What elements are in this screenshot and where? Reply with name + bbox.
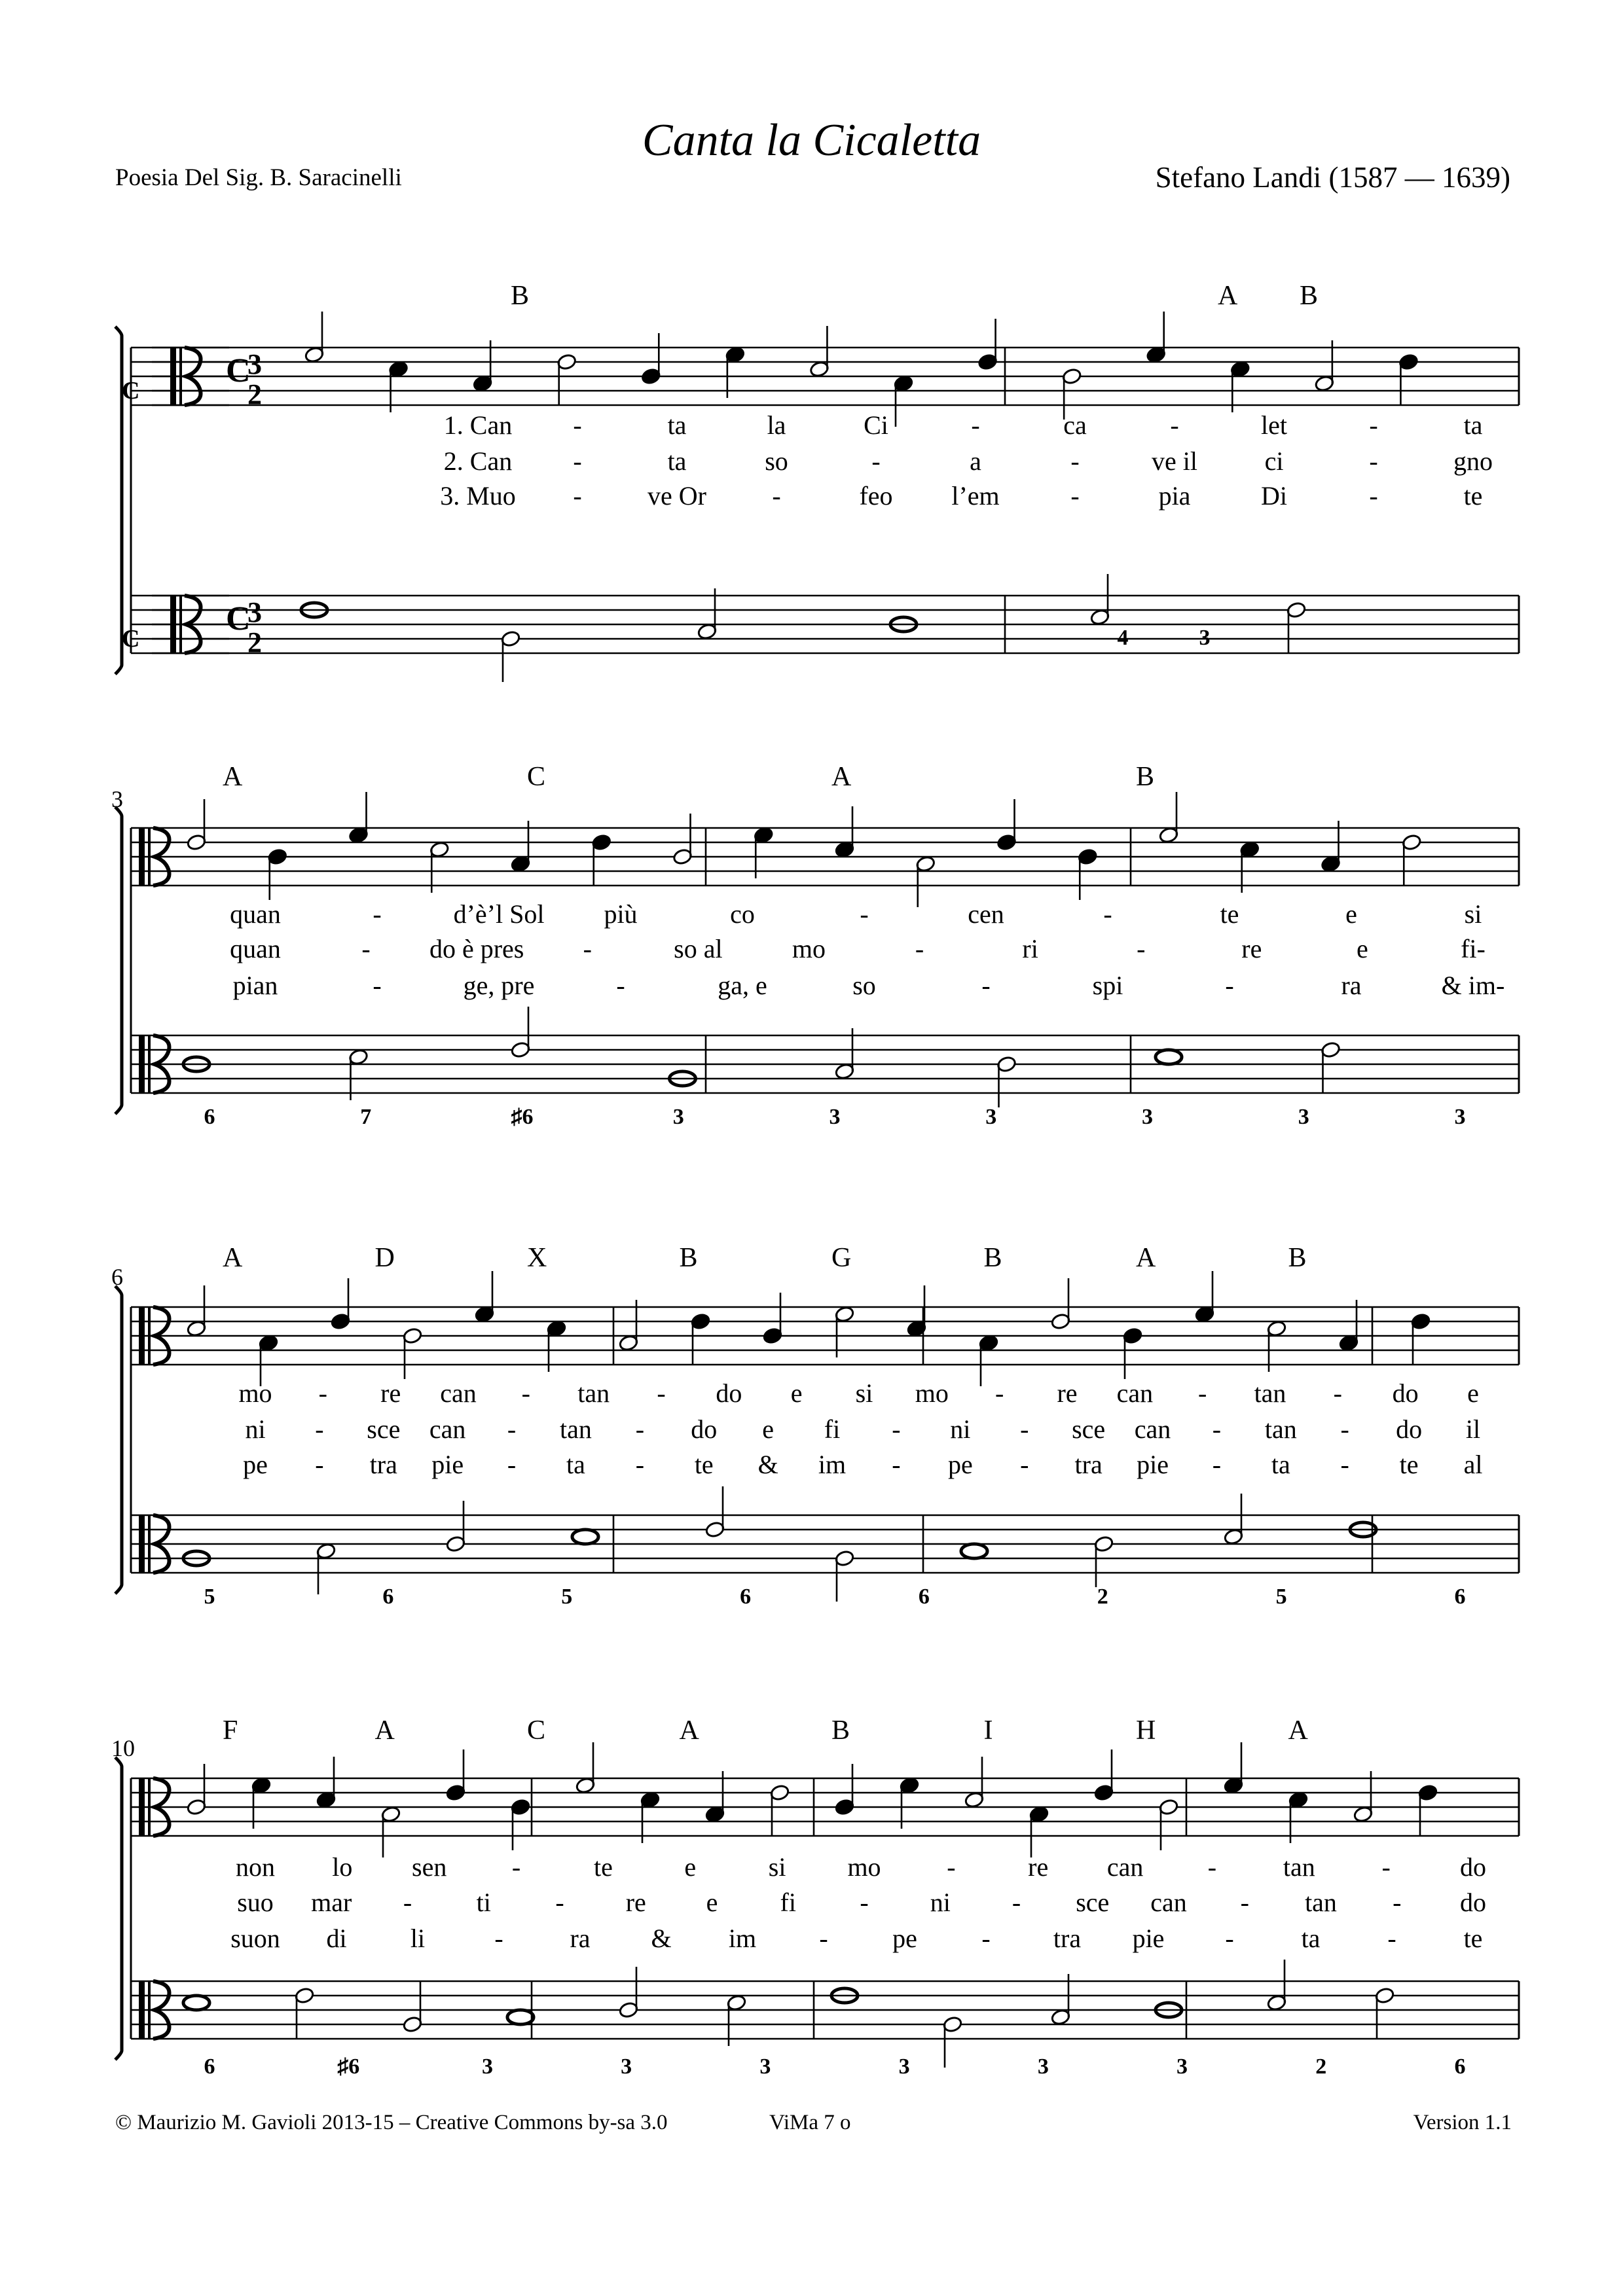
figured-bass-figure: 3 [1037, 2054, 1049, 2079]
lyric-syllable: suon [230, 1924, 280, 1953]
lyric-syllable: ri [1022, 934, 1038, 963]
lyric-syllable: a [970, 446, 981, 476]
lyric-syllable: ni [930, 1888, 951, 1917]
lyric-syllable: ta [1301, 1924, 1321, 1953]
lyric-syllable: - [635, 1414, 645, 1444]
figured-bass-figure: 6 [1454, 2054, 1466, 2079]
lyric-syllable: e [684, 1852, 697, 1882]
chord-letter: D [374, 1243, 395, 1273]
lyric-syllable: - [892, 1414, 901, 1444]
lyric-syllable: so [852, 971, 876, 1000]
lyric-syllable: re [380, 1378, 401, 1408]
lyric-syllable: e [1345, 899, 1357, 929]
lyric-syllable: mo [847, 1852, 881, 1882]
chord-letter: A [374, 1715, 395, 1746]
lyric-syllable: - [1212, 1450, 1222, 1479]
lyric-syllable: do [1460, 1852, 1486, 1882]
chord-letter: B [831, 1715, 850, 1746]
lyric-syllable: e [706, 1888, 718, 1917]
lyric-syllable: - [1170, 410, 1179, 440]
piece-title: Canta la Cicaletta [642, 115, 981, 166]
lyric-syllable: mo [792, 934, 826, 963]
lyric-syllable: & [651, 1924, 672, 1953]
chord-letter: B [1136, 762, 1155, 792]
lyric-syllable: te [694, 1450, 714, 1479]
lyric-syllable: mar [311, 1888, 352, 1917]
lyric-syllable: - [507, 1450, 517, 1479]
lyric-syllable: Di [1261, 481, 1287, 511]
lyric-syllable: - [573, 446, 582, 476]
system-1-incipit-clef-lower: C [122, 625, 140, 653]
lyric-syllable: - [1340, 1450, 1349, 1479]
lyric-syllable: più [604, 899, 638, 929]
lyric-syllable: ve Or [647, 481, 706, 511]
lyric-syllable: - [1103, 899, 1112, 929]
lyric-syllable: im [728, 1924, 757, 1953]
lyric-syllable: can [429, 1414, 466, 1444]
lyric-syllable: re [1241, 934, 1262, 963]
lyric-syllable: ve il [1152, 446, 1197, 476]
lyric-syllable: pe [947, 1450, 973, 1479]
figured-bass-figure: 3 [1199, 626, 1211, 650]
lyric-syllable: - [860, 1888, 869, 1917]
lyric-syllable: - [403, 1888, 412, 1917]
figured-bass-figure: 6 [204, 1105, 215, 1129]
lyric-syllable: - [892, 1450, 901, 1479]
lyric-syllable: ge, pre [463, 971, 535, 1000]
figured-bass-figure: 3 [481, 2054, 493, 2079]
lyric-syllable: 2. Can [443, 446, 513, 476]
lyric-syllable: te [1463, 1924, 1483, 1953]
lyric-syllable: al [1463, 1450, 1483, 1479]
figured-bass-figure: 6 [382, 1585, 394, 1609]
chord-letter: I [983, 1715, 993, 1746]
lyric-syllable: - [521, 1378, 530, 1408]
lyric-syllable: si [768, 1852, 786, 1882]
lyric-syllable: e [1467, 1378, 1479, 1408]
lyric-syllable: - [1070, 446, 1080, 476]
lyric-syllable: 1. Can [443, 410, 513, 440]
chord-letter: B [983, 1243, 1002, 1273]
lyric-syllable: so [765, 446, 788, 476]
system-1-bracket [115, 327, 122, 674]
lyric-syllable: co [730, 899, 755, 929]
system-2-lower-clef [139, 1035, 145, 1093]
lyric-syllable: pian [232, 971, 278, 1000]
lyric-syllable: ni [245, 1414, 266, 1444]
lyric-syllable: pie [1132, 1924, 1165, 1953]
system-3-bass-note [572, 1530, 598, 1544]
lyric-syllable: sen [412, 1852, 447, 1882]
lyric-syllable: tan [1305, 1888, 1337, 1917]
lyric-syllable: - [772, 481, 781, 511]
figured-bass-figure: 5 [204, 1585, 215, 1609]
figured-bass-figure: 2 [1315, 2054, 1327, 2079]
lyric-syllable: - [1020, 1414, 1029, 1444]
lyric-syllable: 3. Muo [440, 481, 516, 511]
lyric-syllable: - [915, 934, 924, 963]
chord-letter: X [527, 1243, 547, 1273]
lyric-syllable: di [326, 1924, 347, 1953]
lyric-syllable: - [573, 481, 582, 511]
figured-bass-figure: 3 [898, 2054, 910, 2079]
lyric-syllable: il [1465, 1414, 1481, 1444]
measure-number: 10 [111, 1735, 135, 1761]
lyric-syllable: ca [1063, 410, 1087, 440]
lyric-syllable: lo [332, 1852, 353, 1882]
chord-letter: A [1288, 1715, 1308, 1746]
chord-letter: A [1218, 281, 1238, 311]
lyric-syllable: mo [915, 1378, 949, 1408]
lyric-syllable: te [1399, 1450, 1419, 1479]
lyric-syllable: re [1028, 1852, 1049, 1882]
figured-bass-figure: 3 [759, 2054, 771, 2079]
lyric-syllable: - [1393, 1888, 1402, 1917]
system-3-bass-note [961, 1544, 987, 1558]
lyric-syllable: e [1357, 934, 1368, 963]
version-label: Version 1.1 [1413, 2111, 1512, 2134]
lyric-syllable: - [1207, 1852, 1217, 1882]
figured-bass-figure: 3 [1176, 2054, 1188, 2079]
lyric-syllable: - [1012, 1888, 1021, 1917]
lyric-syllable: - [819, 1924, 828, 1953]
lyric-syllable: ta [1271, 1450, 1290, 1479]
chord-letter: B [1300, 281, 1319, 311]
lyric-syllable: - [315, 1414, 324, 1444]
system-4-bass-note [507, 2010, 534, 2024]
lyric-syllable: - [860, 899, 869, 929]
system-1-meter-den: 2 [247, 626, 262, 658]
chord-letter: A [1136, 1243, 1156, 1273]
chord-letter: A [223, 762, 243, 792]
system-1-meter-c: C [226, 600, 251, 637]
system-1-meter-num: 3 [247, 348, 262, 380]
lyric-syllable: do è pres [429, 934, 524, 963]
system-1-incipit-clef: C [122, 377, 140, 404]
lyric-syllable: can [1106, 1852, 1144, 1882]
lyric-syllable: - [1212, 1414, 1222, 1444]
lyric-syllable: ra [1341, 971, 1362, 1000]
poet-credit: Poesia Del Sig. B. Saracinelli [115, 164, 402, 191]
lyric-syllable: & im- [1441, 971, 1505, 1000]
lyric-syllable: do [1460, 1888, 1486, 1917]
lyric-syllable: fi [824, 1414, 841, 1444]
lyric-syllable: - [1240, 1888, 1249, 1917]
lyric-syllable: so al [674, 934, 723, 963]
lyric-syllable: pie [431, 1450, 464, 1479]
figured-bass-figure: 4 [1117, 626, 1129, 650]
figured-bass-figure: 5 [1275, 1585, 1287, 1609]
lyric-syllable: - [494, 1924, 503, 1953]
lyric-syllable: & [757, 1450, 778, 1479]
lyric-syllable: si [855, 1378, 873, 1408]
lyric-syllable: pia [1158, 481, 1191, 511]
chord-letter: A [679, 1715, 699, 1746]
lyric-syllable: can [1150, 1888, 1187, 1917]
measure-number: 3 [111, 786, 123, 812]
lyric-syllable: - [373, 971, 382, 1000]
lyric-syllable: e [762, 1414, 775, 1444]
lyric-syllable: si [1464, 899, 1482, 929]
lyric-syllable: non [236, 1852, 275, 1882]
lyric-syllable: - [981, 971, 991, 1000]
lyric-syllable: tan [1254, 1378, 1286, 1408]
lyric-syllable: - [511, 1852, 521, 1882]
chord-letter: G [831, 1243, 852, 1273]
lyric-syllable: - [373, 899, 382, 929]
lyric-syllable: fi- [1461, 934, 1486, 963]
lyric-syllable: - [318, 1378, 327, 1408]
lyric-syllable: do [1396, 1414, 1423, 1444]
lyric-syllable: gno [1453, 446, 1493, 476]
lyric-syllable: can [1134, 1414, 1171, 1444]
lyric-syllable: tra [369, 1450, 397, 1479]
chord-letter: A [831, 762, 852, 792]
chord-letter: B [679, 1243, 698, 1273]
lyric-syllable: la [767, 410, 786, 440]
system-2-bracket [115, 807, 122, 1114]
lyric-syllable: Ci [864, 410, 888, 440]
lyric-syllable: do [691, 1414, 718, 1444]
lyric-syllable: - [555, 1888, 564, 1917]
lyric-syllable: ta [566, 1450, 585, 1479]
lyric-syllable: tan [560, 1414, 592, 1444]
chord-letter: C [527, 762, 546, 792]
lyric-syllable: fi [780, 1888, 796, 1917]
lyric-syllable: ti [476, 1888, 491, 1917]
lyric-syllable: - [1070, 481, 1080, 511]
lyric-syllable: - [1333, 1378, 1342, 1408]
figured-bass-figure: 3 [1142, 1105, 1153, 1129]
lyric-syllable: re [1057, 1378, 1078, 1408]
lyric-syllable: tan [1264, 1414, 1297, 1444]
lyric-syllable: - [1369, 481, 1378, 511]
lyric-syllable: - [573, 410, 582, 440]
chord-letter: H [1136, 1715, 1156, 1746]
lyric-syllable: li [410, 1924, 426, 1953]
lyric-syllable: quan [230, 934, 281, 963]
lyric-syllable: tra [1074, 1450, 1103, 1479]
chord-letter: B [511, 281, 530, 311]
lyric-syllable: - [507, 1414, 517, 1444]
figured-bass-figure: 6 [918, 1585, 930, 1609]
catalog-number: ViMa 7 o [769, 2111, 851, 2134]
lyric-syllable: spi [1092, 971, 1123, 1000]
lyric-syllable: ta [667, 410, 687, 440]
lyric-syllable: sce [367, 1414, 401, 1444]
lyric-syllable: - [871, 446, 881, 476]
lyric-syllable: ta [1463, 410, 1483, 440]
figured-bass-figure: 3 [672, 1105, 684, 1129]
lyric-syllable: - [1340, 1414, 1349, 1444]
figured-bass-figure: 5 [561, 1585, 573, 1609]
lyric-syllable: ra [570, 1924, 591, 1953]
lyric-syllable: - [981, 1924, 991, 1953]
lyric-syllable: ta [667, 446, 687, 476]
figured-bass-figure: ♯6 [511, 1105, 534, 1129]
figured-bass-figure: 3 [1454, 1105, 1466, 1129]
system-1-meter-c: C [226, 352, 251, 389]
lyric-syllable: - [1137, 934, 1146, 963]
lyric-syllable: let [1261, 410, 1287, 440]
lyric-syllable: - [995, 1378, 1004, 1408]
system-4-bracket [115, 1757, 122, 2060]
system-2-upper-clef [139, 828, 145, 886]
lyric-syllable: - [1381, 1852, 1391, 1882]
lyric-syllable: ga, e [718, 971, 767, 1000]
figured-bass-figure: 3 [1298, 1105, 1309, 1129]
lyric-syllable: - [971, 410, 980, 440]
lyric-syllable: te [1463, 481, 1483, 511]
system-4-bass-note [183, 1996, 210, 2010]
lyric-syllable: - [657, 1378, 666, 1408]
lyric-syllable: quan [230, 899, 281, 929]
lyric-syllable: sce [1072, 1414, 1106, 1444]
copyright-notice: © Maurizio M. Gavioli 2013-15 – Creative Commons by-sa 3.0 [115, 2111, 668, 2134]
lyric-syllable: - [1225, 971, 1234, 1000]
lyric-syllable: - [361, 934, 371, 963]
lyric-syllable: - [1225, 1924, 1234, 1953]
lyric-syllable: - [1020, 1450, 1029, 1479]
lyric-syllable: - [635, 1450, 645, 1479]
composer-credit: Stefano Landi (1587 — 1639) [1155, 161, 1510, 194]
system-1-meter-den: 2 [247, 378, 262, 410]
lyric-syllable: ni [950, 1414, 971, 1444]
system-3-bracket [115, 1286, 122, 1594]
system-1-meter-num: 3 [247, 596, 262, 628]
figured-bass-figure: 3 [985, 1105, 997, 1129]
lyric-syllable: - [315, 1450, 324, 1479]
lyric-syllable: tan [1283, 1852, 1315, 1882]
lyric-syllable: d’è’l Sol [453, 899, 545, 929]
lyric-syllable: pie [1137, 1450, 1169, 1479]
lyric-syllable: im [818, 1450, 847, 1479]
lyric-syllable: - [1369, 410, 1378, 440]
lyric-syllable: - [1369, 446, 1378, 476]
lyric-syllable: can [440, 1378, 477, 1408]
chord-letter: A [223, 1243, 243, 1273]
figured-bass-figure: 6 [740, 1585, 752, 1609]
lyric-syllable: te [1220, 899, 1239, 929]
chord-letter: F [223, 1715, 238, 1746]
lyric-syllable: ci [1264, 446, 1284, 476]
measure-number: 6 [111, 1264, 123, 1290]
lyric-syllable: l’em [951, 481, 1000, 511]
system-4-upper-clef [139, 1778, 145, 1836]
figured-bass-figure: 6 [204, 2054, 215, 2079]
figured-bass-figure: 2 [1097, 1585, 1108, 1609]
lyric-syllable: feo [859, 481, 893, 511]
lyric-syllable: sce [1076, 1888, 1110, 1917]
lyric-syllable: - [1198, 1378, 1207, 1408]
lyric-syllable: pe [892, 1924, 917, 1953]
lyric-syllable: suo [237, 1888, 274, 1917]
figured-bass-figure: ♯6 [337, 2054, 360, 2079]
lyric-syllable: - [616, 971, 625, 1000]
lyric-syllable: cen [968, 899, 1004, 929]
system-3-lower-clef [139, 1515, 145, 1573]
lyric-syllable: do [716, 1378, 742, 1408]
figured-bass-figure: 7 [360, 1105, 372, 1129]
chord-letter: C [527, 1715, 546, 1746]
lyric-syllable: can [1116, 1378, 1154, 1408]
figured-bass-figure: 3 [621, 2054, 632, 2079]
figured-bass-figure: 6 [1454, 1585, 1466, 1609]
system-3-upper-clef [139, 1307, 145, 1365]
score-staves [111, 281, 1519, 2079]
lyric-syllable: - [947, 1852, 956, 1882]
system-4-lower-clef [139, 1981, 145, 2039]
lyric-syllable: re [625, 1888, 646, 1917]
system-2-bass-note [1156, 1050, 1182, 1064]
lyric-syllable: te [593, 1852, 613, 1882]
lyric-syllable: - [583, 934, 592, 963]
lyric-syllable: - [1387, 1924, 1396, 1953]
lyric-syllable: mo [238, 1378, 272, 1408]
lyric-syllable: tra [1053, 1924, 1082, 1953]
lyric-syllable: pe [243, 1450, 268, 1479]
figured-bass-figure: 3 [829, 1105, 841, 1129]
lyric-syllable: do [1392, 1378, 1419, 1408]
chord-letter: B [1288, 1243, 1307, 1273]
lyric-syllable: e [790, 1378, 803, 1408]
lyric-syllable: tan [577, 1378, 610, 1408]
